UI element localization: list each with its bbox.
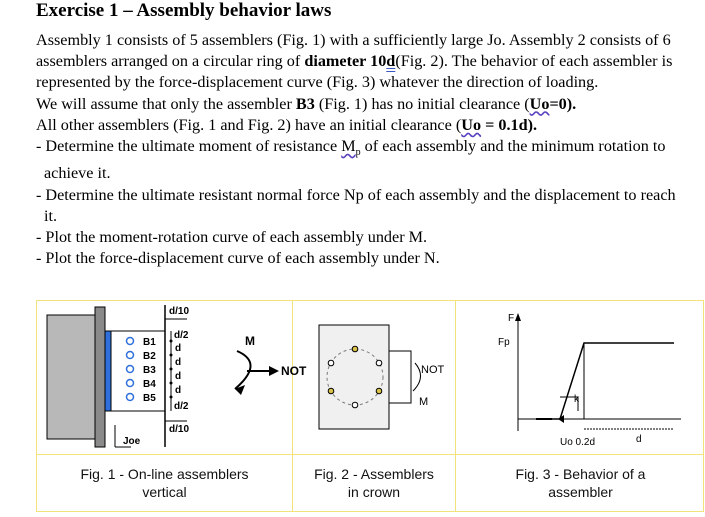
dim-label: d	[175, 343, 182, 354]
fig1-caption: Fig. 1 - On-line assemblers vertical	[80, 466, 249, 500]
paragraph-2: We will assume that only the assembler B3 (Fig. 1) has no initial clearance (Uo=0).	[36, 94, 577, 113]
dim-label: d	[175, 371, 182, 382]
bolt-label-b1: B1	[143, 337, 156, 348]
dim-label: d/2	[174, 330, 189, 341]
task-item-2: - Determine the ultimate resistant normal force Np of each assembly and the displacement to reach it.	[36, 185, 676, 225]
dim-label: d	[175, 385, 182, 396]
force-axis-label: F	[508, 313, 515, 324]
fp-label: Fp	[498, 337, 510, 348]
task-item-1: - Determine the ultimate moment of resistance $M_p$ of each assembly and the minimum rotation to achieve it.	[36, 137, 666, 183]
figure-2-drawing	[293, 301, 456, 454]
task-item-4: - Plot the force-displacement curve of each assembly under N.	[36, 249, 440, 268]
exercise-title: Exercise 1 – Assembly behavior laws	[36, 0, 332, 21]
dim-top: d/10	[169, 306, 190, 317]
bolt-label-b5: B5	[143, 393, 156, 404]
clearance-label: Uo 0.2d	[560, 437, 596, 448]
bolt-icon	[127, 394, 134, 401]
joe-label: Joe	[123, 436, 141, 447]
bolt-icon	[376, 360, 382, 366]
dim-label: d	[175, 357, 182, 368]
beam-stub	[389, 351, 411, 403]
bolt-icon	[328, 388, 334, 394]
dim-bottom: d/10	[169, 424, 190, 435]
exercise-text	[36, 30, 686, 269]
dim-label: d/2	[174, 401, 189, 412]
bolt-icon	[352, 346, 358, 352]
fig2-caption: Fig. 2 - Assemblers in crown	[314, 466, 434, 500]
column-flange	[47, 315, 95, 439]
bolt-icon	[352, 402, 358, 408]
crown-plate	[319, 325, 389, 429]
fig3-caption: Fig. 3 - Behavior of a assembler	[515, 466, 646, 500]
paragraph-3: All other assemblers (Fig. 1 and Fig. 2) have an initial clearance (Uo = 0.1d).	[36, 115, 538, 134]
displacement-label: d	[636, 434, 642, 445]
column-section	[95, 307, 105, 447]
dimension-chain	[170, 330, 189, 412]
bolt-icon	[328, 360, 334, 366]
bolt-icon	[127, 380, 134, 387]
bolt-label-b4: B4	[143, 379, 156, 390]
bolt-icon	[376, 388, 382, 394]
moment-label: M	[419, 396, 429, 408]
not-label: NOT	[281, 364, 307, 378]
bolt-icon	[127, 338, 134, 345]
bolt-icon	[127, 366, 134, 373]
bolt-label-b2: B2	[143, 351, 156, 362]
paragraph-1: Assembly 1 consists of 5 assemblers (Fig. 1) with a sufficiently large Jo. Assembly 2 consists of 6 assemblers arranged on a circular ring of diameter 10d(Fig. 2). The behavior of each assembler is represented by the force-displacement curve (Fig. 3) whatever the direction of loading.	[36, 31, 673, 92]
figure-1-drawing	[37, 301, 307, 454]
bolt-label-b3: B3	[143, 365, 156, 376]
behavior-curve	[536, 343, 674, 419]
moment-arrow-icon	[413, 363, 421, 391]
end-plate	[105, 331, 111, 411]
figure-table	[36, 300, 704, 512]
task-item-3: - Plot the moment-rotation curve of each assembly under M.	[36, 228, 428, 247]
table-divider	[37, 454, 703, 455]
stiffness-label: k	[574, 394, 579, 405]
not-label: NOT	[421, 364, 445, 376]
bolt-icon	[127, 352, 134, 359]
figure-3-drawing	[456, 301, 705, 454]
moment-label: M	[245, 334, 255, 348]
beam-plate	[111, 331, 165, 411]
